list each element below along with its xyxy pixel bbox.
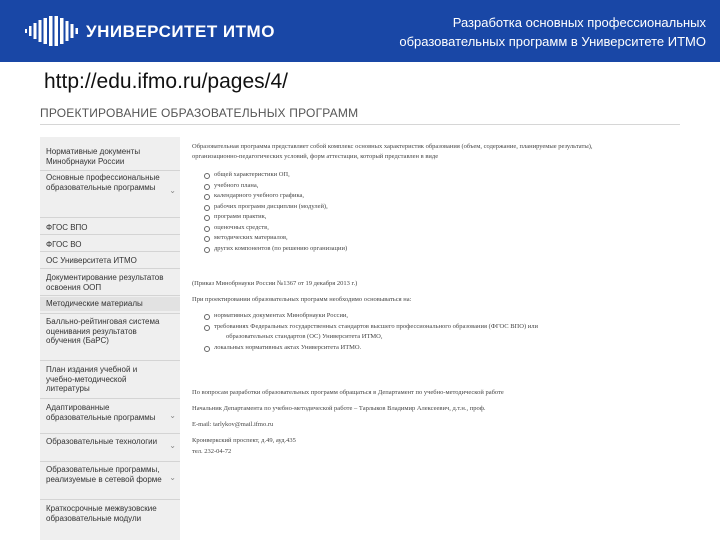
sidebar-item-label: Основные профессиональные образовательные программы (46, 173, 160, 192)
chevron-down-icon[interactable]: ⌄ (169, 411, 176, 420)
sidebar-item-fgos-vo[interactable] (40, 240, 180, 250)
sidebar-item-os-itmo[interactable] (40, 256, 180, 266)
sidebar-divider (40, 234, 180, 235)
sidebar-item-network-programs[interactable] (40, 465, 180, 484)
sidebar-item-label: Балльно-рейтинговая система оценивания результатов обучения (БаРС) (46, 317, 160, 346)
sidebar-divider (40, 268, 180, 269)
list-item: программ практик, (204, 212, 624, 223)
sidebar-divider (40, 499, 180, 500)
sidebar-item-label: Документирование результатов освоения ООП (46, 273, 164, 292)
decree-reference: (Приказ Минобрнауки России №1367 от 19 декабря 2013 г.) (192, 280, 358, 287)
page-title: ПРОЕКТИРОВАНИЕ ОБРАЗОВАТЕЛЬНЫХ ПРОГРАММ (40, 106, 359, 120)
sidebar-item-label: ФГОС ВО (46, 240, 82, 249)
sidebar-item-label: План издания учебной и учебно-методической литературы (46, 365, 138, 394)
list-item: методических материалов, (204, 233, 624, 244)
sidebar-item-label: Методические материалы (46, 299, 143, 308)
list-item: оценочных средств, (204, 223, 624, 234)
list-item: других компонентов (по решению организации) (204, 244, 624, 255)
sidebar-divider (40, 295, 180, 296)
sidebar-item-publication-plan[interactable] (40, 365, 180, 394)
chevron-down-icon[interactable]: ⌄ (169, 473, 176, 482)
sidebar-item-adapted-programs[interactable] (40, 403, 180, 422)
itmo-logo-icon[interactable] (24, 14, 80, 48)
sidebar-divider (40, 170, 180, 171)
slide-title-line-2: образовательных программ в Университете ИТМО (399, 34, 706, 49)
sidebar-divider (40, 398, 180, 399)
department-info: По вопросам разработки образовательных программ обращаться в Департамент по учебно-методической работе (192, 389, 504, 396)
sidebar-divider (40, 461, 180, 462)
basis-list (204, 311, 644, 353)
slide-title (366, 13, 706, 51)
sidebar-item-label: ФГОС ВПО (46, 223, 88, 232)
sidebar-item-results-documentation[interactable] (40, 273, 180, 292)
phone: тел. 232-04-72 (192, 448, 232, 455)
list-item: требованиях Федеральных государственных стандартов высшего профессионального образования (ФГОС ВПО) или (204, 322, 644, 333)
department-head: Начальник Департамента по учебно-методической работе – Тарлыков Владимир Алексеевич, д.т.н., проф. (192, 405, 486, 412)
sidebar-item-bars[interactable] (40, 317, 180, 346)
sidebar-divider (40, 313, 180, 314)
sidebar-item-educational-technologies[interactable] (40, 437, 180, 450)
list-item: календарного учебного графика, (204, 191, 624, 202)
sidebar-item-short-modules[interactable] (40, 504, 180, 523)
heading-divider (40, 124, 680, 125)
list-item-continuation: образовательных стандартов (ОС) Университета ИТМО, (226, 333, 383, 340)
list-item: рабочих программ дисциплин (модулей), (204, 202, 624, 213)
sidebar-divider (40, 251, 180, 252)
chevron-down-icon[interactable]: ⌄ (169, 441, 176, 450)
list-item: учебного плана, (204, 181, 624, 192)
sidebar-item-label: Краткосрочные межвузовские образовательные модули (46, 504, 157, 523)
sidebar-item-normative-documents[interactable] (40, 147, 180, 166)
intro-paragraph: Образовательная программа представляет собой комплекс основных характеристик образования (объем, содержание, планируемые результаты), организационно-педагогических условий, форм аттестации, который представлен в виде (192, 143, 593, 160)
components-list (204, 170, 624, 254)
page-url-link[interactable]: http://edu.ifmo.ru/pages/4/ (44, 70, 288, 93)
sidebar-item-methodical-materials[interactable] (40, 297, 180, 311)
sidebar-item-label: ОС Университета ИТМО (46, 256, 137, 265)
header-bar (0, 0, 720, 62)
sidebar-item-label: Образовательные программы, реализуемые в сетевой форме (46, 465, 162, 484)
chevron-down-icon[interactable]: ⌄ (169, 186, 176, 195)
address: Кронверкский проспект, д.49, ауд.435 (192, 437, 296, 444)
email-link[interactable]: E-mail: tarlykov@mail.ifmo.ru (192, 421, 274, 428)
sidebar-divider (40, 433, 180, 434)
list-item: общей характеристики ОП, (204, 170, 624, 181)
sidebar-item-fgos-vpo[interactable] (40, 223, 180, 233)
sidebar-item-main-programs[interactable] (40, 173, 180, 195)
sidebar-item-label: Образовательные технологии (46, 437, 158, 446)
basis-intro: При проектировании образовательных программ необходимо основываться на: (192, 296, 412, 303)
slide-title-line-1: Разработка основных профессиональных (452, 15, 706, 30)
sidebar-item-label: Нормативные документы Минобрнауки России (46, 147, 141, 166)
sidebar-menu (40, 137, 180, 540)
list-item: локальных нормативных актах Университета ИТМО. (204, 343, 644, 354)
logo-text: УНИВЕРСИТЕТ ИТМО (86, 22, 275, 41)
sidebar-item-label: Адаптированные образовательные программы (46, 403, 156, 422)
list-item: нормативных документах Минобрнауки России, (204, 311, 644, 322)
sidebar-divider (40, 360, 180, 361)
sidebar-divider (40, 217, 180, 218)
